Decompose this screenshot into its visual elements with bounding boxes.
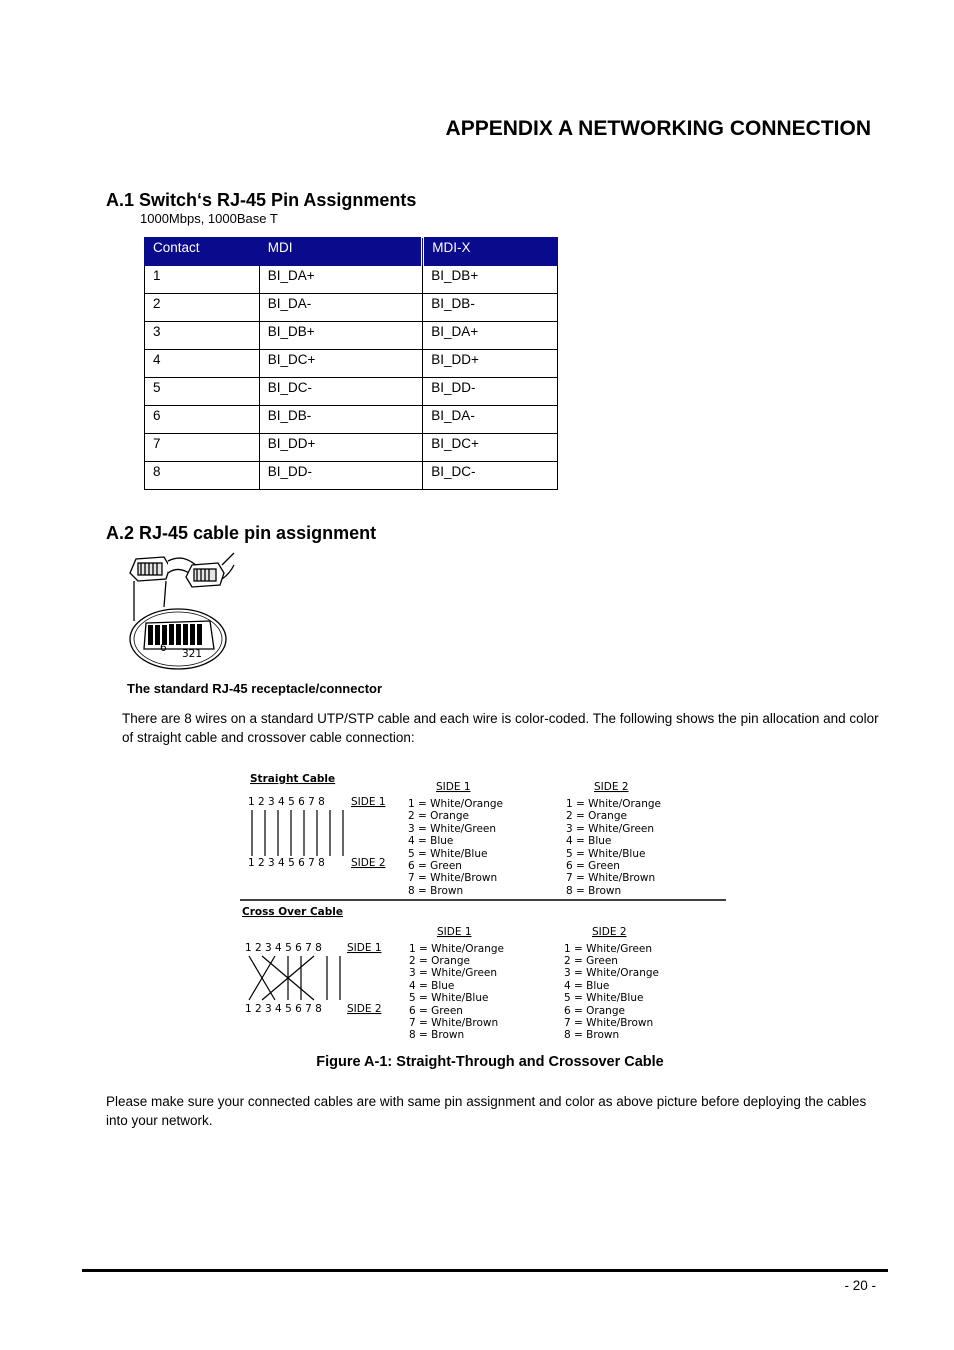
- cell-mdi-x: BI_DB-: [423, 294, 558, 322]
- straight-side2-item: 8 = Brown: [566, 885, 622, 897]
- cell-mdi: BI_DD+: [259, 434, 423, 462]
- crossover-side1-item: 5 = White/Blue: [409, 992, 489, 1004]
- straight-side2-item: 6 = Green: [566, 860, 620, 872]
- rj45-connector-illustration: [124, 551, 236, 673]
- table-header-row: [145, 238, 558, 266]
- cell-mdi: BI_DA-: [259, 294, 423, 322]
- table-row: [145, 266, 558, 294]
- intro-paragraph: There are 8 wires on a standard UTP/STP cable and each wire is color-coded. The following shows the pin allocation and color of straight cable and crossover cable connection:: [122, 711, 879, 745]
- crossover-cable-title: Cross Over Cable: [242, 906, 344, 918]
- table-row: [145, 294, 558, 322]
- straight-side2-heading: SIDE 2: [594, 781, 629, 793]
- cell-mdi-x: BI_DA-: [423, 406, 558, 434]
- crossover-side2-label: SIDE 2: [347, 1003, 382, 1015]
- cell-contact: 4: [145, 350, 260, 378]
- cell-contact: 7: [145, 434, 260, 462]
- straight-side1-item: 8 = Brown: [408, 885, 464, 897]
- cell-contact: 3: [145, 322, 260, 350]
- crossover-side1-item: 6 = Green: [409, 1005, 463, 1017]
- connector-label-321: 321: [182, 648, 203, 660]
- cable-wiring-figure: [236, 766, 730, 1046]
- straight-cable-title: Straight Cable: [250, 773, 336, 785]
- crossover-top-pins: 1 2 3 4 5 6 7 8: [245, 942, 322, 954]
- table-row: [145, 350, 558, 378]
- cell-mdi: BI_DA+: [259, 266, 423, 294]
- cell-mdi: BI_DC-: [259, 378, 423, 406]
- cell-contact: 5: [145, 378, 260, 406]
- cell-mdi-x: BI_DD+: [423, 350, 558, 378]
- crossover-side2-item: 3 = White/Orange: [564, 967, 660, 979]
- straight-side2-item: 2 = Orange: [566, 810, 627, 822]
- straight-side1-label: SIDE 1: [351, 796, 386, 808]
- cell-contact: 8: [145, 462, 260, 490]
- crossover-side2-item: 5 = White/Blue: [564, 992, 644, 1004]
- straight-side2-item: 5 = White/Blue: [566, 848, 646, 860]
- straight-side2-item: 7 = White/Brown: [566, 872, 656, 884]
- crossover-side1-item: 4 = Blue: [409, 980, 455, 992]
- pin-assignment-table: [144, 237, 558, 490]
- table-row: [145, 406, 558, 434]
- crossover-side2-item: 7 = White/Brown: [564, 1017, 654, 1029]
- cell-mdi-x: BI_DC+: [423, 434, 558, 462]
- straight-side1-item: 6 = Green: [408, 860, 462, 872]
- cell-contact: 6: [145, 406, 260, 434]
- table-row: [145, 434, 558, 462]
- connector-caption: The standard RJ-45 receptacle/connector: [127, 681, 383, 696]
- straight-side2-item: 3 = White/Green: [566, 823, 655, 835]
- crossover-side2-item: 1 = White/Green: [564, 943, 653, 955]
- straight-top-pins: 1 2 3 4 5 6 7 8: [248, 796, 325, 808]
- connector-label-6: 6: [160, 642, 167, 654]
- page-number: - 20 -: [844, 1278, 876, 1293]
- cell-contact: 2: [145, 294, 260, 322]
- cell-mdi: BI_DC+: [259, 350, 423, 378]
- straight-side1-item: 2 = Orange: [408, 810, 469, 822]
- straight-bottom-pins: 1 2 3 4 5 6 7 8: [248, 857, 325, 869]
- straight-side1-item: 7 = White/Brown: [408, 872, 498, 884]
- header-contact: Contact: [145, 238, 260, 266]
- cell-mdi-x: BI_DA+: [423, 322, 558, 350]
- cell-mdi-x: BI_DC-: [423, 462, 558, 490]
- straight-side1-item: 5 = White/Blue: [408, 848, 488, 860]
- crossover-side1-item: 8 = Brown: [409, 1029, 465, 1041]
- straight-side1-heading: SIDE 1: [436, 781, 471, 793]
- straight-side2-item: 4 = Blue: [566, 835, 612, 847]
- cell-mdi-x: BI_DD-: [423, 378, 558, 406]
- crossover-side1-item: 3 = White/Green: [409, 967, 498, 979]
- cell-mdi: BI_DB+: [259, 322, 423, 350]
- crossover-side2-item: 8 = Brown: [564, 1029, 620, 1041]
- crossover-side2-item: 6 = Orange: [564, 1005, 625, 1017]
- straight-side1-item: 1 = White/Orange: [408, 798, 504, 810]
- table-row: [145, 462, 558, 490]
- cell-mdi-x: BI_DB+: [423, 266, 558, 294]
- straight-side2-label: SIDE 2: [351, 857, 386, 869]
- footer-divider: [82, 1269, 888, 1272]
- straight-side1-item: 4 = Blue: [408, 835, 454, 847]
- closing-paragraph: Please make sure your connected cables are with same pin assignment and color as above picture before deploying the cables into your network.: [106, 1094, 867, 1128]
- header-mdi-x: MDI-X: [423, 238, 558, 266]
- cell-contact: 1: [145, 266, 260, 294]
- straight-side2-item: 1 = White/Orange: [566, 798, 662, 810]
- crossover-side2-heading: SIDE 2: [592, 926, 627, 938]
- cell-mdi: BI_DB-: [259, 406, 423, 434]
- crossover-side1-label: SIDE 1: [347, 942, 382, 954]
- section-subtitle: 1000Mbps, 1000Base T: [140, 211, 278, 226]
- page-title: APPENDIX A NETWORKING CONNECTION: [445, 117, 871, 140]
- table-row: [145, 378, 558, 406]
- cell-mdi: BI_DD-: [259, 462, 423, 490]
- crossover-side1-item: 1 = White/Orange: [409, 943, 505, 955]
- section-heading-cable-pin-assignment: A.2 RJ-45 cable pin assignment: [106, 523, 377, 543]
- section-heading-pin-assignments: A.1 Switch‘s RJ-45 Pin Assignments: [106, 190, 417, 210]
- crossover-side1-item: 7 = White/Brown: [409, 1017, 499, 1029]
- header-mdi: MDI: [259, 238, 423, 266]
- figure-caption: Figure A-1: Straight-Through and Crossover Cable: [316, 1054, 664, 1070]
- crossover-side1-item: 2 = Orange: [409, 955, 470, 967]
- straight-wires: [252, 810, 343, 856]
- crossover-side2-item: 2 = Green: [564, 955, 618, 967]
- crossover-side1-heading: SIDE 1: [437, 926, 472, 938]
- crossover-side2-item: 4 = Blue: [564, 980, 610, 992]
- crossover-wires: [249, 956, 340, 1000]
- table-row: [145, 322, 558, 350]
- straight-side1-item: 3 = White/Green: [408, 823, 497, 835]
- crossover-bottom-pins: 1 2 3 4 5 6 7 8: [245, 1003, 322, 1015]
